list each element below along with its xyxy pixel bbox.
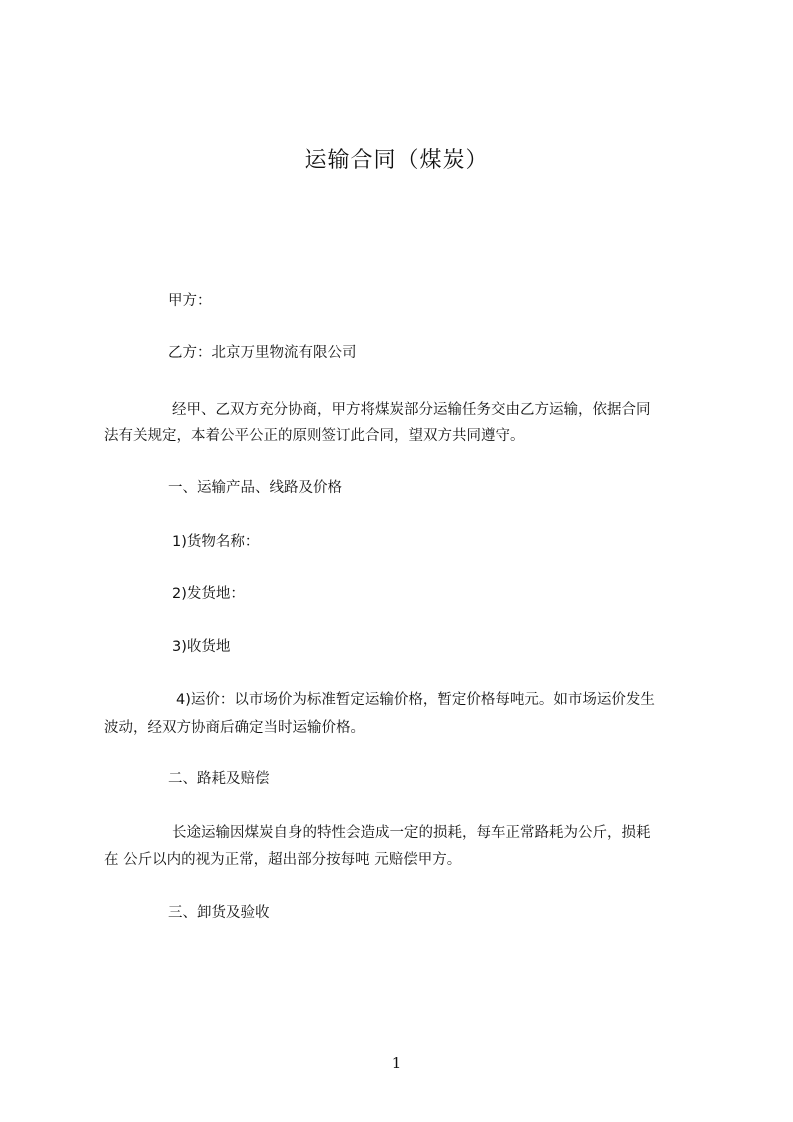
section-1-item-4-line-1: 4)运价：以市场价为标准暂定运输价格，暂定价格每吨元。如市场运价发生 xyxy=(176,692,655,708)
section-2-body-line-1: 长途运输因煤炭自身的特性会造成一定的损耗，每车正常路耗为公斤，损耗 xyxy=(172,825,651,841)
section-1-item-1: 1)货物名称： xyxy=(172,534,260,550)
section-1-heading: 一、运输产品、线路及价格 xyxy=(168,480,342,496)
section-2-heading: 二、路耗及赔偿 xyxy=(168,771,270,787)
section-1-item-4-line-2: 波动，经双方协商后确定当时运输价格。 xyxy=(104,720,365,736)
intro-line-2: 法有关规定，本着公平公正的原则签订此合同，望双方共同遵守。 xyxy=(104,428,525,444)
party-b-line: 乙方：北京万里物流有限公司 xyxy=(168,345,357,361)
section-2-body-line-2: 在 公斤以内的视为正常，超出部分按每吨 元赔偿甲方。 xyxy=(104,852,462,868)
intro-line-1: 经甲、乙双方充分协商，甲方将煤炭部分运输任务交由乙方运输，依据合同 xyxy=(172,402,651,418)
section-1-item-2: 2)发货地： xyxy=(172,586,245,602)
document-title: 运输合同（煤炭） xyxy=(304,148,489,173)
section-1-item-3: 3)收货地 xyxy=(172,639,231,655)
page-number: 1 xyxy=(391,1054,402,1072)
section-3-heading: 三、卸货及验收 xyxy=(168,905,270,921)
party-a-line: 甲方： xyxy=(168,293,212,309)
